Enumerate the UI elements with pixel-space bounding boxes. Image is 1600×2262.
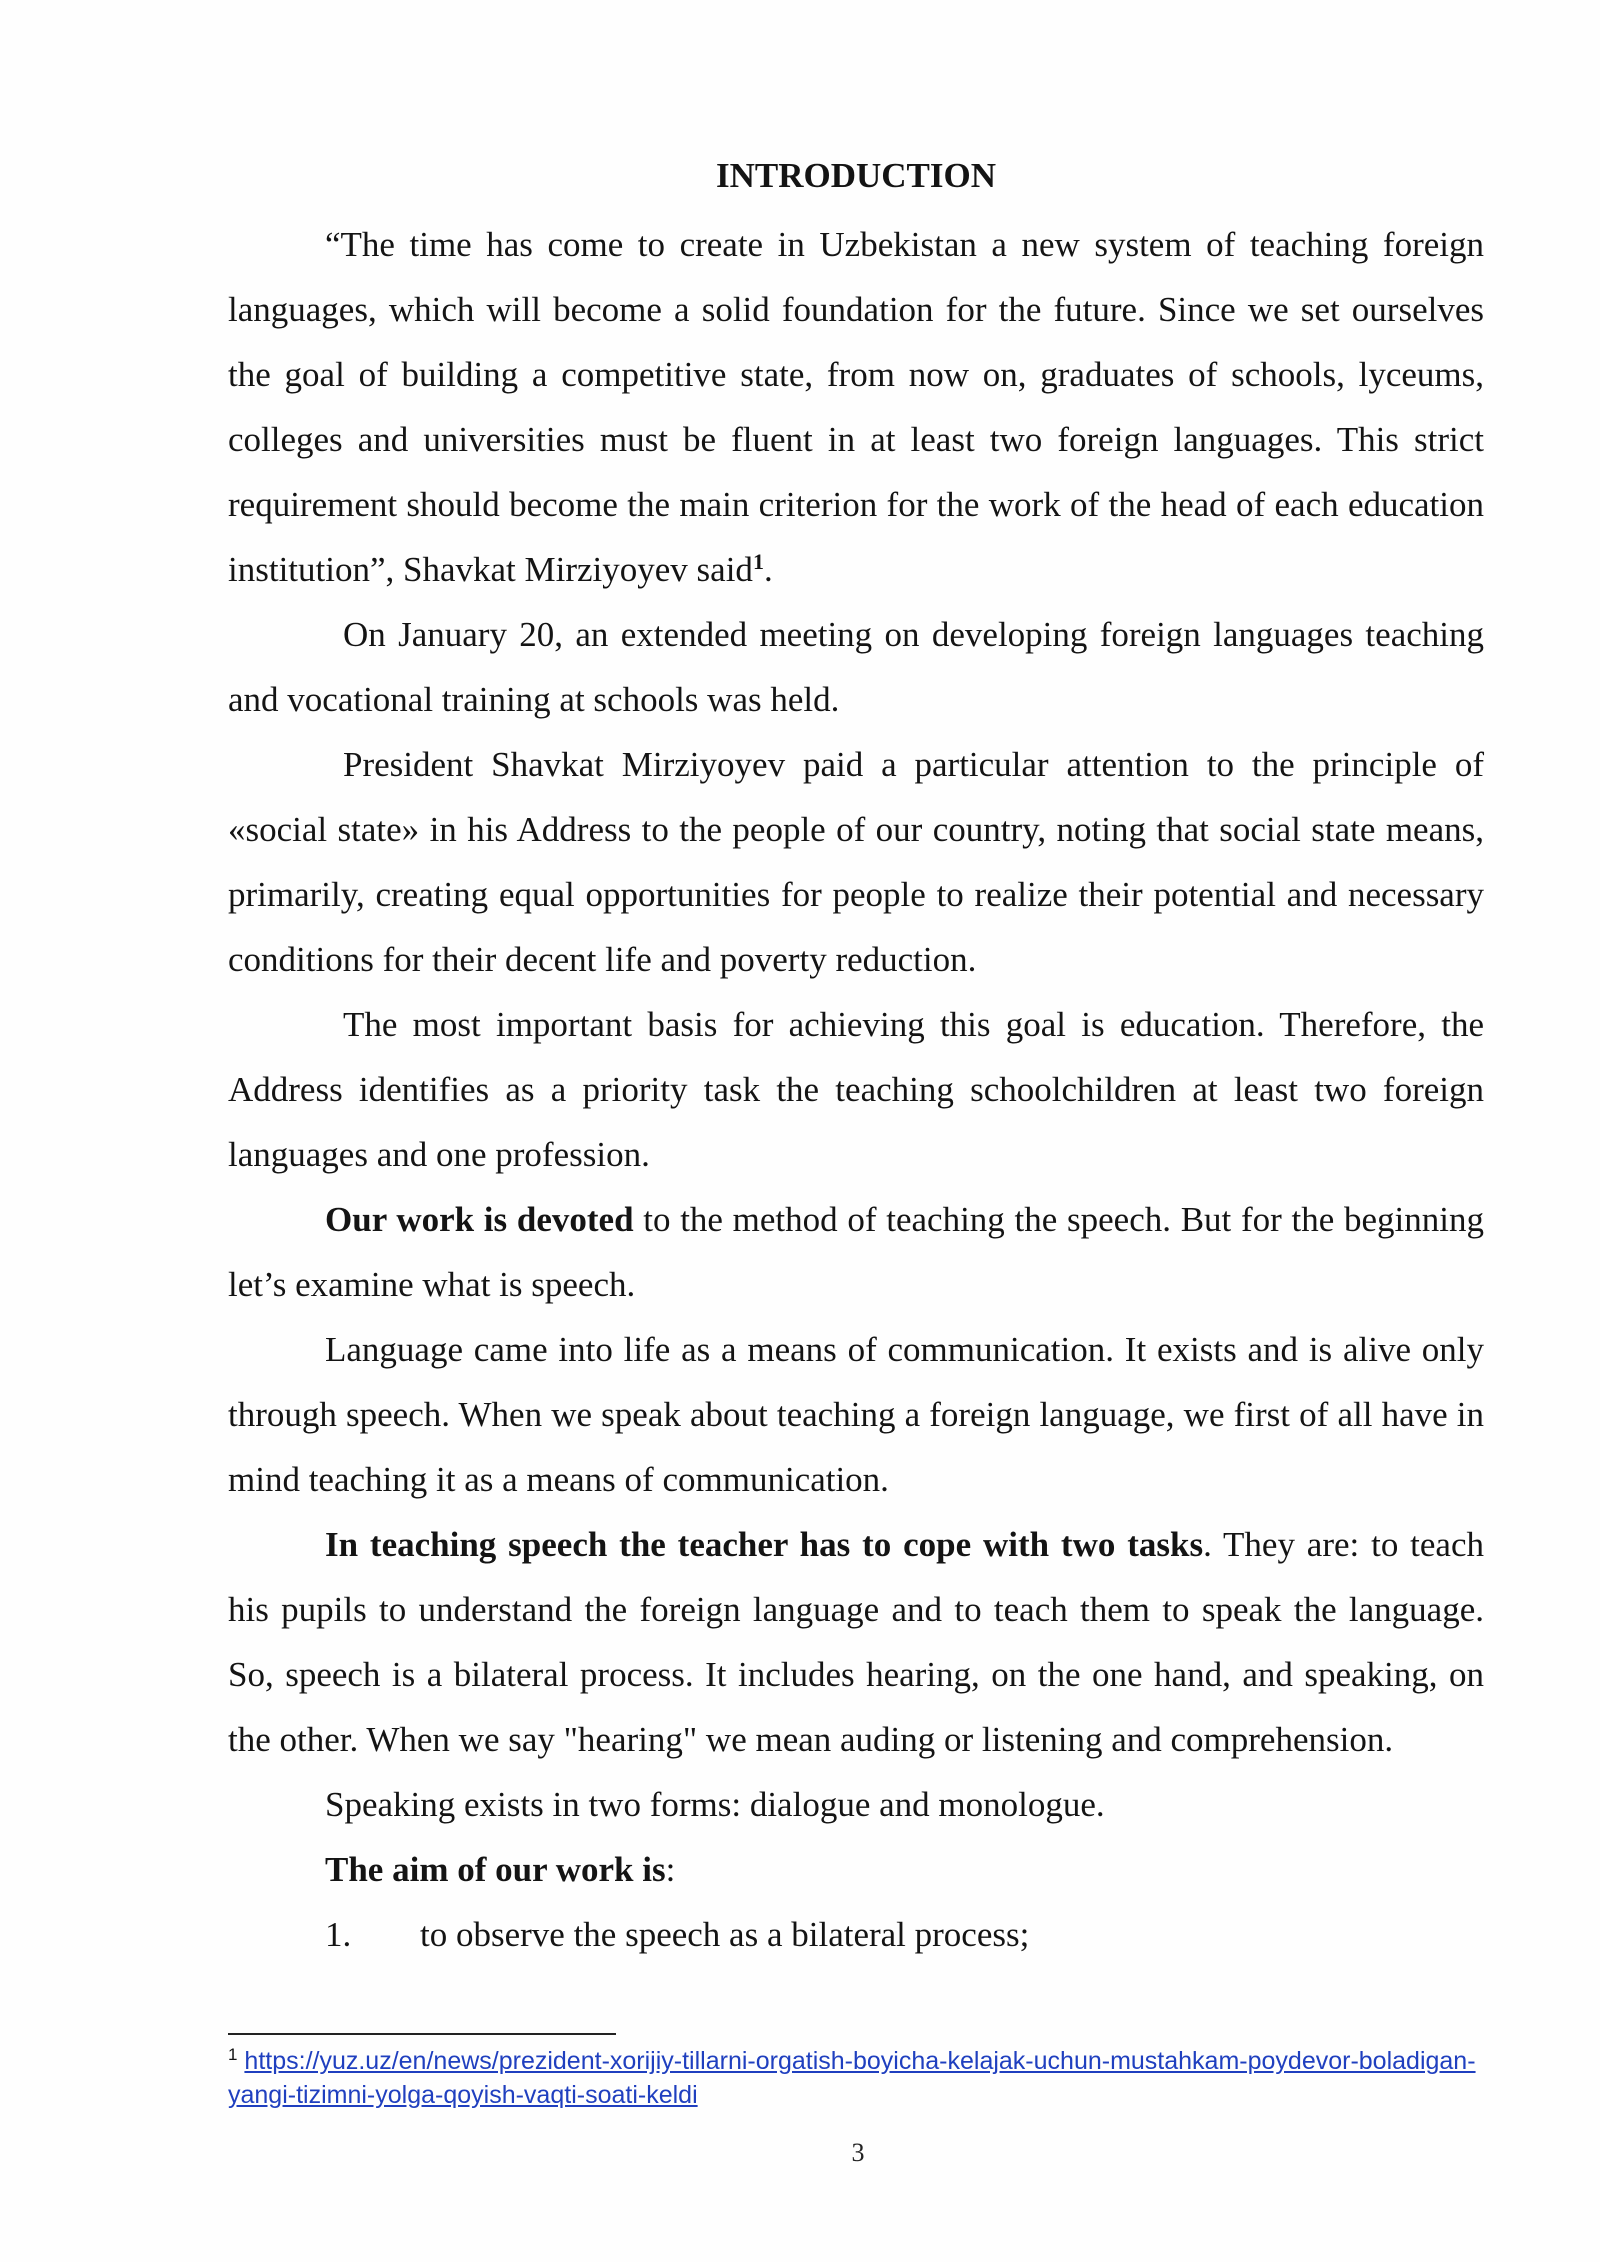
paragraph-rest: : — [665, 1850, 676, 1889]
paragraph-rest: to the method of teaching the speech. But for the beginning let’s examine what is speech. — [228, 1200, 1484, 1304]
paragraph-quote — [228, 212, 1484, 602]
bold-lead: Our work is devoted — [325, 1200, 634, 1239]
paragraph-work-devoted — [228, 1187, 1484, 1317]
list-item — [228, 1902, 1484, 1967]
footnote-link[interactable]: https://yuz.uz/en/news/prezident-xorijiy-tillarni-orgatish-boyicha-kelajak-uchun-mustahkam-poydevor-boladigan-yangi-tizimni-yolga-qoyish-vaqti-soati-keldi — [228, 2047, 1476, 2109]
paragraph-meeting: On January 20, an extended meeting on developing foreign languages teaching and vocational training at schools was held. — [228, 615, 1484, 719]
paragraph-speaking-forms: Speaking exists in two forms: dialogue and monologue. — [325, 1785, 1105, 1824]
footnote-reference[interactable]: 1 — [752, 549, 764, 574]
paragraph-social-state: President Shavkat Mirziyoyev paid a particular attention to the principle of «social state» in his Address to the people of our country, noting that social state means, primarily, creating equal opportunities for people to realize their potential and necessary conditions for their decent life and poverty reduction. — [228, 745, 1484, 979]
paragraph-education-basis: The most important basis for achieving this goal is education. Therefore, the Address identifies as a priority task the teaching schoolchildren at least two foreign languages and one profession. — [228, 1005, 1484, 1174]
footnote — [228, 2044, 1484, 2112]
footnote-marker: 1 — [228, 2045, 238, 2064]
paragraph-two-tasks — [228, 1512, 1484, 1772]
footnote-separator — [228, 2033, 616, 2035]
list-number: 1. — [325, 1915, 352, 1954]
page-number: 3 — [851, 2138, 865, 2167]
paragraph-rest: . They are: to teach his pupils to understand the foreign language and to teach them to speak the language. So, speech is a bilateral process. It includes hearing, on the one hand, and speaking, on the other. When we say "hearing" we mean auding or listening and comprehension. — [228, 1525, 1484, 1759]
paragraph-aim — [228, 1837, 1484, 1902]
bold-lead: The aim of our work is — [325, 1850, 666, 1889]
bold-lead: In teaching speech the teacher has to cope with two tasks — [325, 1525, 1204, 1564]
quote-end: . — [763, 550, 773, 589]
page-title: INTRODUCTION — [715, 156, 997, 195]
page-body — [228, 140, 1484, 1967]
paragraph-language: Language came into life as a means of communication. It exists and is alive only through speech. When we speak about teaching a foreign language, we first of all have in mind teaching it as a means of communication. — [228, 1330, 1484, 1499]
list-text: to observe the speech as a bilateral process; — [420, 1915, 1030, 1954]
quote-text: “The time has come to create in Uzbekistan a new system of teaching foreign languages, which will become a solid foundation for the future. Since we set ourselves the goal of building a competitive state, from now on, graduates of schools, lyceums, colleges and universities must be fluent in at least two foreign languages. This strict requirement should become the main criterion for the work of the head of each education institution”, Shavkat Mirziyoyev said — [228, 225, 1484, 589]
